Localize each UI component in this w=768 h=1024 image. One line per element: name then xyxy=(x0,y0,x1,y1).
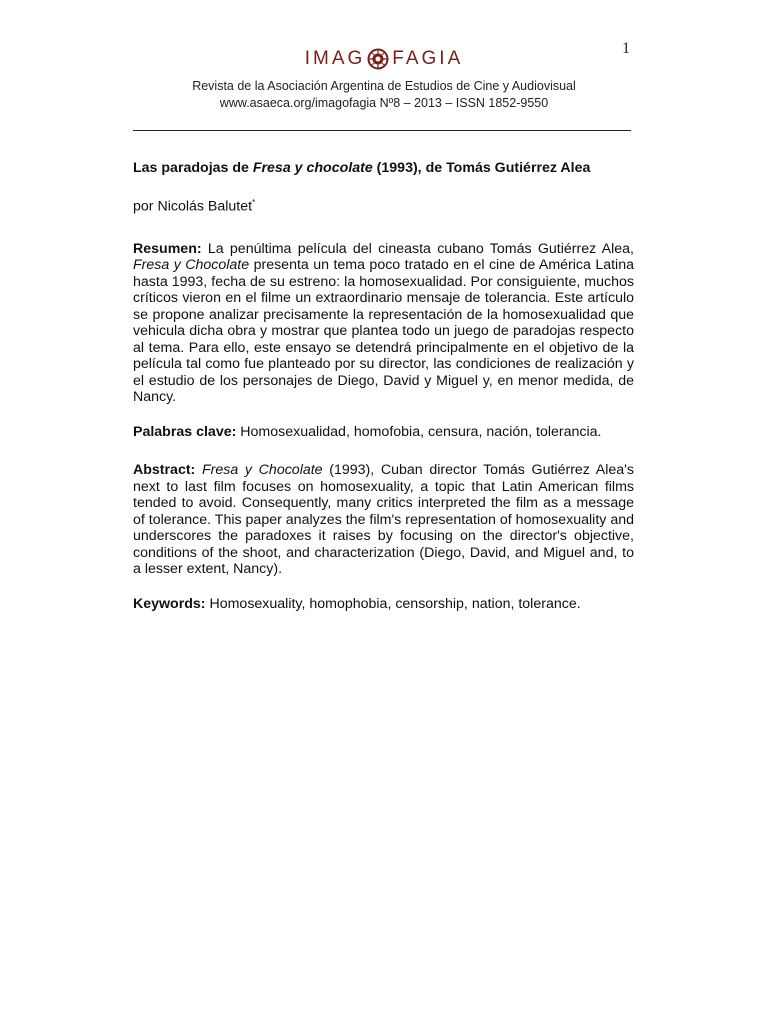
author-name: por Nicolás Balutet xyxy=(133,198,253,215)
keywords-paragraph xyxy=(133,596,634,613)
palabras-clave-text: Homosexualidad, homofobia, censura, nación, tolerancia. xyxy=(236,423,602,440)
keywords-label: Keywords: xyxy=(133,595,206,612)
title-suffix: (1993), de Tomás Gutiérrez Alea xyxy=(372,160,591,176)
journal-header xyxy=(0,45,768,110)
logo-text-left: IMAG xyxy=(304,48,366,69)
abstract-text: (1993), Cuban director Tomás Gutiérrez Alea's next to last film focuses on homosexuality, a topic that Latin American films tended to avoid. Consequently, many critics interpreted the film as a message of tolerance. This paper analyzes the film's representation of homosexuality and underscores the paradoxes it raises by focusing on the director's objective, conditions of the shoot, and characterization (Diego, David, and Miguel and, to a lesser extent, Nancy). xyxy=(133,462,634,578)
header-divider xyxy=(133,130,631,131)
palabras-clave-paragraph xyxy=(133,424,634,441)
resumen-label: Resumen: xyxy=(133,240,202,257)
imagofagia-emblem-icon xyxy=(367,48,389,70)
resumen-paragraph xyxy=(133,241,634,406)
journal-subtitle: Revista de la Asociación Argentina de Estudios de Cine y Audiovisual xyxy=(192,79,576,93)
abstract-italic: Fresa y Chocolate xyxy=(201,462,323,479)
palabras-clave-label: Palabras clave: xyxy=(133,423,237,440)
abstract-paragraph xyxy=(133,462,634,578)
keywords-text: Homosexuality, homophobia, censorship, nation, tolerance. xyxy=(205,595,581,612)
journal-logo xyxy=(305,45,464,73)
title-italic: Fresa y chocolate xyxy=(252,160,373,176)
resumen-text-2: presenta un tema poco tratado en el cine de América Latina hasta 1993, fecha de su estreno: la homosexualidad. Por consiguiente, muchos críticos vieron en el filme un extraordinario mensaje de tolerancia. Este artículo se propone analizar precisamente la representación de la homosexualidad que vehicula dicha obra y mostrar que plantea todo un juego de paradojas respecto al tema. Para ello, este ensayo se detendrá principalmente en el objetivo de la película tal como fue planteado por su director, las condiciones de realización y el estudio de los personajes de Diego, David y Miguel y, en menor medida, de Nancy. xyxy=(133,257,634,406)
article-body xyxy=(133,160,634,630)
author-footnote-mark: * xyxy=(252,197,256,207)
page-number: 1 xyxy=(622,40,630,57)
article-title xyxy=(133,160,634,177)
article-author xyxy=(133,195,634,215)
logo-text-right: FAGIA xyxy=(392,48,464,69)
journal-info: www.asaeca.org/imagofagia Nº8 – 2013 – ISSN 1852-9550 xyxy=(219,96,549,110)
title-prefix: Las paradojas de xyxy=(133,160,253,176)
resumen-text-1: La penúltima película del cineasta cubano Tomás Gutiérrez Alea, xyxy=(201,240,634,257)
resumen-italic: Fresa y Chocolate xyxy=(133,257,250,274)
abstract-label: Abstract: xyxy=(133,462,196,479)
